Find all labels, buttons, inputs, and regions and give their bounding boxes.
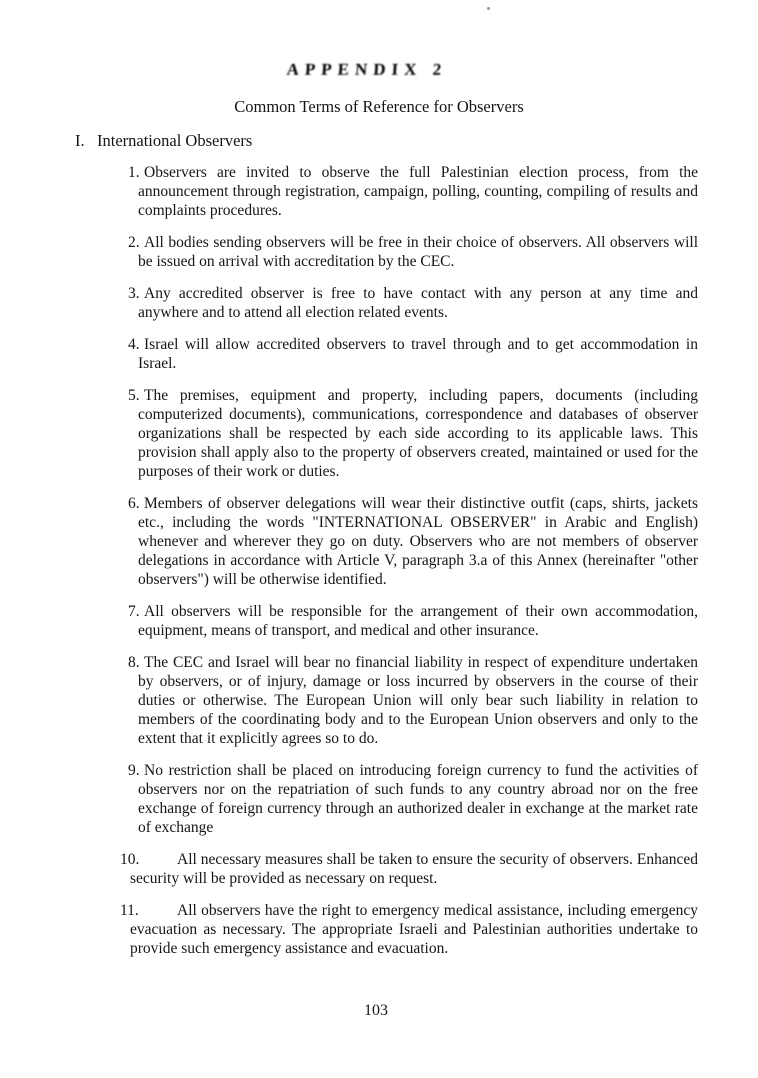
- list-item-number: 7.: [128, 603, 140, 620]
- page-number: 103: [364, 1002, 388, 1019]
- list-item: [128, 233, 698, 271]
- list-item-number: 8.: [128, 654, 140, 671]
- list-item-text: Observers are invited to observe the full Palestinian election process, from the announcement through registration, campaign, polling, counting, compiling of results and complaints procedures.: [138, 164, 698, 219]
- list-item-text: No restriction shall be placed on introducing foreign currency to fund the activities of observers nor on the repatriation of such funds to any country abroad nor on the free exchange of foreign currency through an authorized dealer in exchange at the market rate of exchange: [138, 762, 698, 836]
- list-item-number: 10.: [120, 851, 140, 868]
- list-item-number: 3.: [128, 285, 140, 302]
- list-item: [128, 163, 698, 220]
- section-numeral: I.: [75, 131, 85, 150]
- list-item: [128, 284, 698, 322]
- list-item: [128, 386, 698, 481]
- list-item-text: All necessary measures shall be taken to ensure the security of observers. Enhanced security will be provided as necessary on request.: [130, 851, 698, 887]
- list-item-number: 6.: [128, 495, 140, 512]
- list-item-text: All bodies sending observers will be free in their choice of observers. All observers will be issued on arrival with accreditation by the CEC.: [138, 234, 698, 270]
- list-item-text: Members of observer delegations will wear their distinctive outfit (caps, shirts, jackets etc., including the words "INTERNATIONAL OBSERVER" in Arabic and English) whenever and wherever they go on duty. Observers who are not members of observer delegations in accordance with Article V, paragraph 3.a of this Annex (hereinafter "other observers") will be otherwise identified.: [138, 495, 698, 588]
- list-item-number: 5.: [128, 387, 140, 404]
- appendix-title: APPENDIX 2: [285, 60, 448, 79]
- list-item: [128, 494, 698, 589]
- list-item-number: 1.: [128, 164, 140, 181]
- list-item-number: 4.: [128, 336, 140, 353]
- list-item: [128, 335, 698, 373]
- list-item: [128, 602, 698, 640]
- list-item-text: All observers have the right to emergency medical assistance, including emergency evacuation as necessary. The appropriate Israeli and Palestinian authorities undertake to provide such emergency assistance and evacuation.: [130, 902, 698, 957]
- list-item: [128, 761, 698, 837]
- list-item: [120, 850, 698, 888]
- list-item-text: The premises, equipment and property, including papers, documents (including computerized documents), communications, correspondence and databases of observer organizations shall be respected by each side according to its applicable laws. This provision shall apply also to the property of observers created, maintained or used for the purposes of their work or duties.: [138, 387, 698, 480]
- list-item: [120, 901, 698, 958]
- list-item-text: All observers will be responsible for the arrangement of their own accommodation, equipment, means of transport, and medical and other insurance.: [138, 603, 698, 639]
- items-list: [0, 163, 758, 958]
- list-item-number: 2.: [128, 234, 140, 251]
- section-heading: [75, 131, 758, 150]
- section-heading-label: International Observers: [97, 131, 253, 150]
- list-item: [128, 653, 698, 748]
- list-item-text: Israel will allow accredited observers to travel through and to get accommodation in Israel.: [138, 336, 698, 372]
- list-item-number: 11.: [120, 902, 139, 919]
- document-subtitle: Common Terms of Reference for Observers: [234, 97, 524, 116]
- list-item-text: Any accredited observer is free to have contact with any person at any time and anywhere and to attend all election related events.: [138, 285, 698, 321]
- list-item-number: 9.: [128, 762, 140, 779]
- list-item-text: The CEC and Israel will bear no financial liability in respect of expenditure undertaken by observers, or of injury, damage or loss incurred by observers in the course of their duties or otherwise. The European Union will only bear such liability in relation to members of the coordinating body and to the European Union observers and only to the extent that it explicitly agrees so to do.: [138, 654, 698, 747]
